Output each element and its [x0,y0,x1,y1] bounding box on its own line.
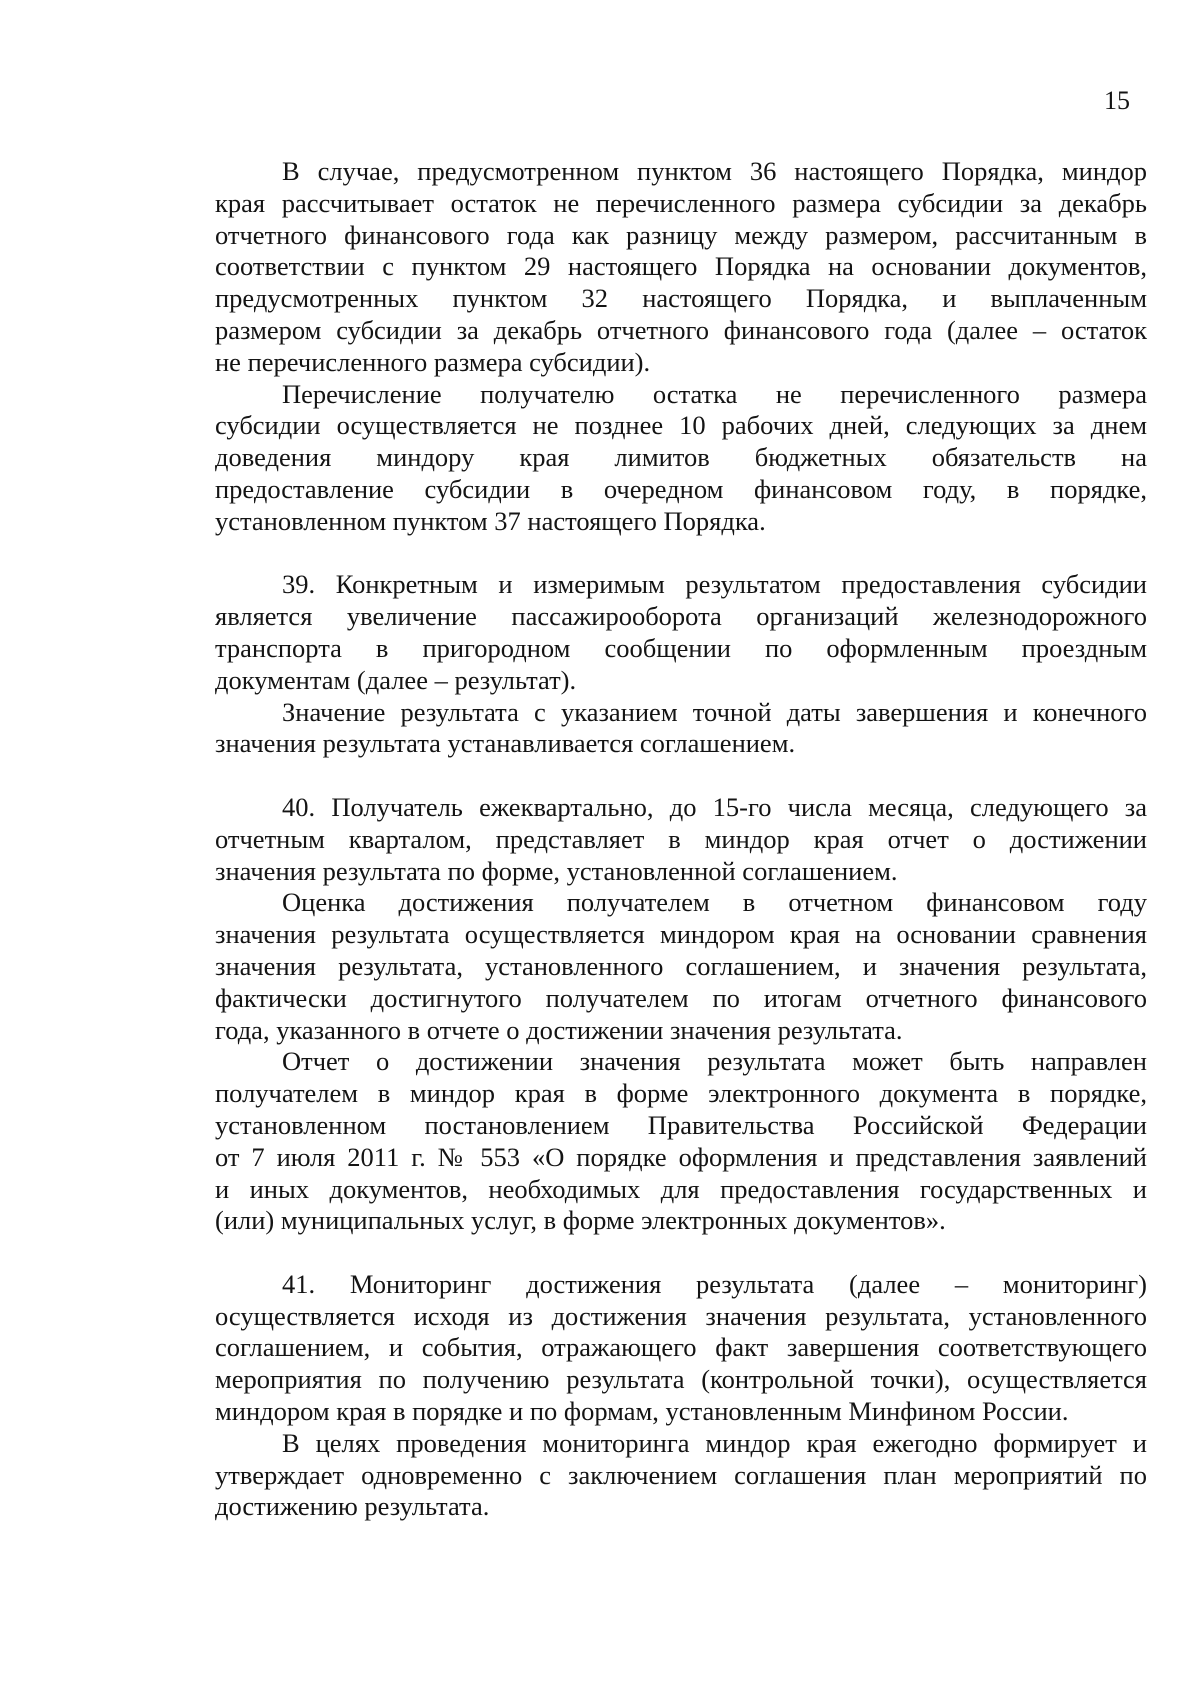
text-line: предоставление субсидии в очередном финансовом году, в порядке, [215,473,1147,504]
paragraph [215,1046,1147,1237]
paragraph [215,1269,1147,1428]
text-line: транспорта в пригородном сообщении по оформленным проездным [215,632,1147,663]
paragraph [215,792,1147,887]
text-line: осуществляется исходя из достижения значения результата, установленного [215,1300,1147,1331]
text-line: 39. Конкретным и измеримым результатом предоставления субсидии [282,569,1147,600]
text-line: соответствии с пунктом 29 настоящего Порядка на основании документов, [215,251,1147,282]
paragraph [215,379,1147,538]
text-line: утверждает одновременно с заключением соглашения план мероприятий по [215,1459,1147,1490]
text-line: размером субсидии за декабрь отчетного финансового года (далее – остаток [215,314,1147,345]
document-body [215,156,1147,1523]
page-number: 15 [1104,86,1130,115]
paragraph-spacer [215,1237,1147,1269]
paragraph [215,697,1147,761]
text-line: значения результата осуществляется миндором края на основании сравнения [215,919,1147,950]
text-line: В целях проведения мониторинга миндор края ежегодно формирует и [282,1427,1147,1458]
text-line: соглашением, и события, отражающего факт завершения соответствующего [215,1332,1147,1363]
text-line: установленном постановлением Правительства Российской Федерации [215,1109,1147,1140]
paragraph-spacer [215,538,1147,570]
text-line: миндором края в порядке и по формам, установленным Минфином России. [215,1396,1069,1427]
text-line: 41. Мониторинг достижения результата (далее – мониторинг) [282,1268,1147,1299]
text-line: Отчет о достижении значения результата может быть направлен [282,1046,1147,1077]
paragraph [215,569,1147,696]
text-line: документам (далее – результат). [215,664,577,695]
paragraph [215,156,1147,379]
text-line: субсидии осуществляется не позднее 10 рабочих дней, следующих за днем [215,410,1147,441]
text-line: является увеличение пассажирооборота организаций железнодорожного [215,601,1147,632]
text-line: (или) муниципальных услуг, в форме электронных документов». [215,1205,946,1236]
text-line: 40. Получатель ежеквартально, до 15-го числа месяца, следующего за [282,791,1147,822]
text-line: Оценка достижения получателем в отчетном финансовом году [282,887,1147,918]
text-line: мероприятия по получению результата (контрольной точки), осуществляется [215,1364,1147,1395]
text-line: значения результата устанавливается соглашением. [215,728,796,759]
text-line: значения результата, установленного соглашением, и значения результата, [215,950,1147,981]
text-line: Перечисление получателю остатка не перечисленного размера [282,378,1147,409]
text-line: установленном пунктом 37 настоящего Порядка. [215,505,766,536]
text-line: доведения миндору края лимитов бюджетных обязательств на [215,442,1147,473]
text-line: фактически достигнутого получателем по итогам отчетного финансового [215,982,1147,1013]
text-line: и иных документов, необходимых для предоставления государственных и [215,1173,1147,1204]
text-line: предусмотренных пунктом 32 настоящего Порядка, и выплаченным [215,283,1147,314]
text-line: от 7 июля 2011 г. № 553 «О порядке оформления и представления заявлений [215,1141,1147,1172]
text-line: края рассчитывает остаток не перечисленного размера субсидии за декабрь [215,187,1147,218]
paragraph-spacer [215,760,1147,792]
text-line: Значение результата с указанием точной даты завершения и конечного [282,696,1147,727]
text-line: получателем в миндор края в форме электронного документа в порядке, [215,1078,1147,1109]
text-line: не перечисленного размера субсидии). [215,346,651,377]
paragraph [215,887,1147,1046]
text-line: отчетным кварталом, представляет в миндор края отчет о достижении [215,823,1147,854]
paragraph [215,1428,1147,1523]
text-line: достижению результата. [215,1491,490,1522]
text-line: отчетного финансового года как разницу между размером, рассчитанным в [215,219,1147,250]
text-line: года, указанного в отчете о достижении значения результата. [215,1014,903,1045]
text-line: В случае, предусмотренном пунктом 36 настоящего Порядка, миндор [282,156,1147,186]
text-line: значения результата по форме, установленной соглашением. [215,855,898,886]
